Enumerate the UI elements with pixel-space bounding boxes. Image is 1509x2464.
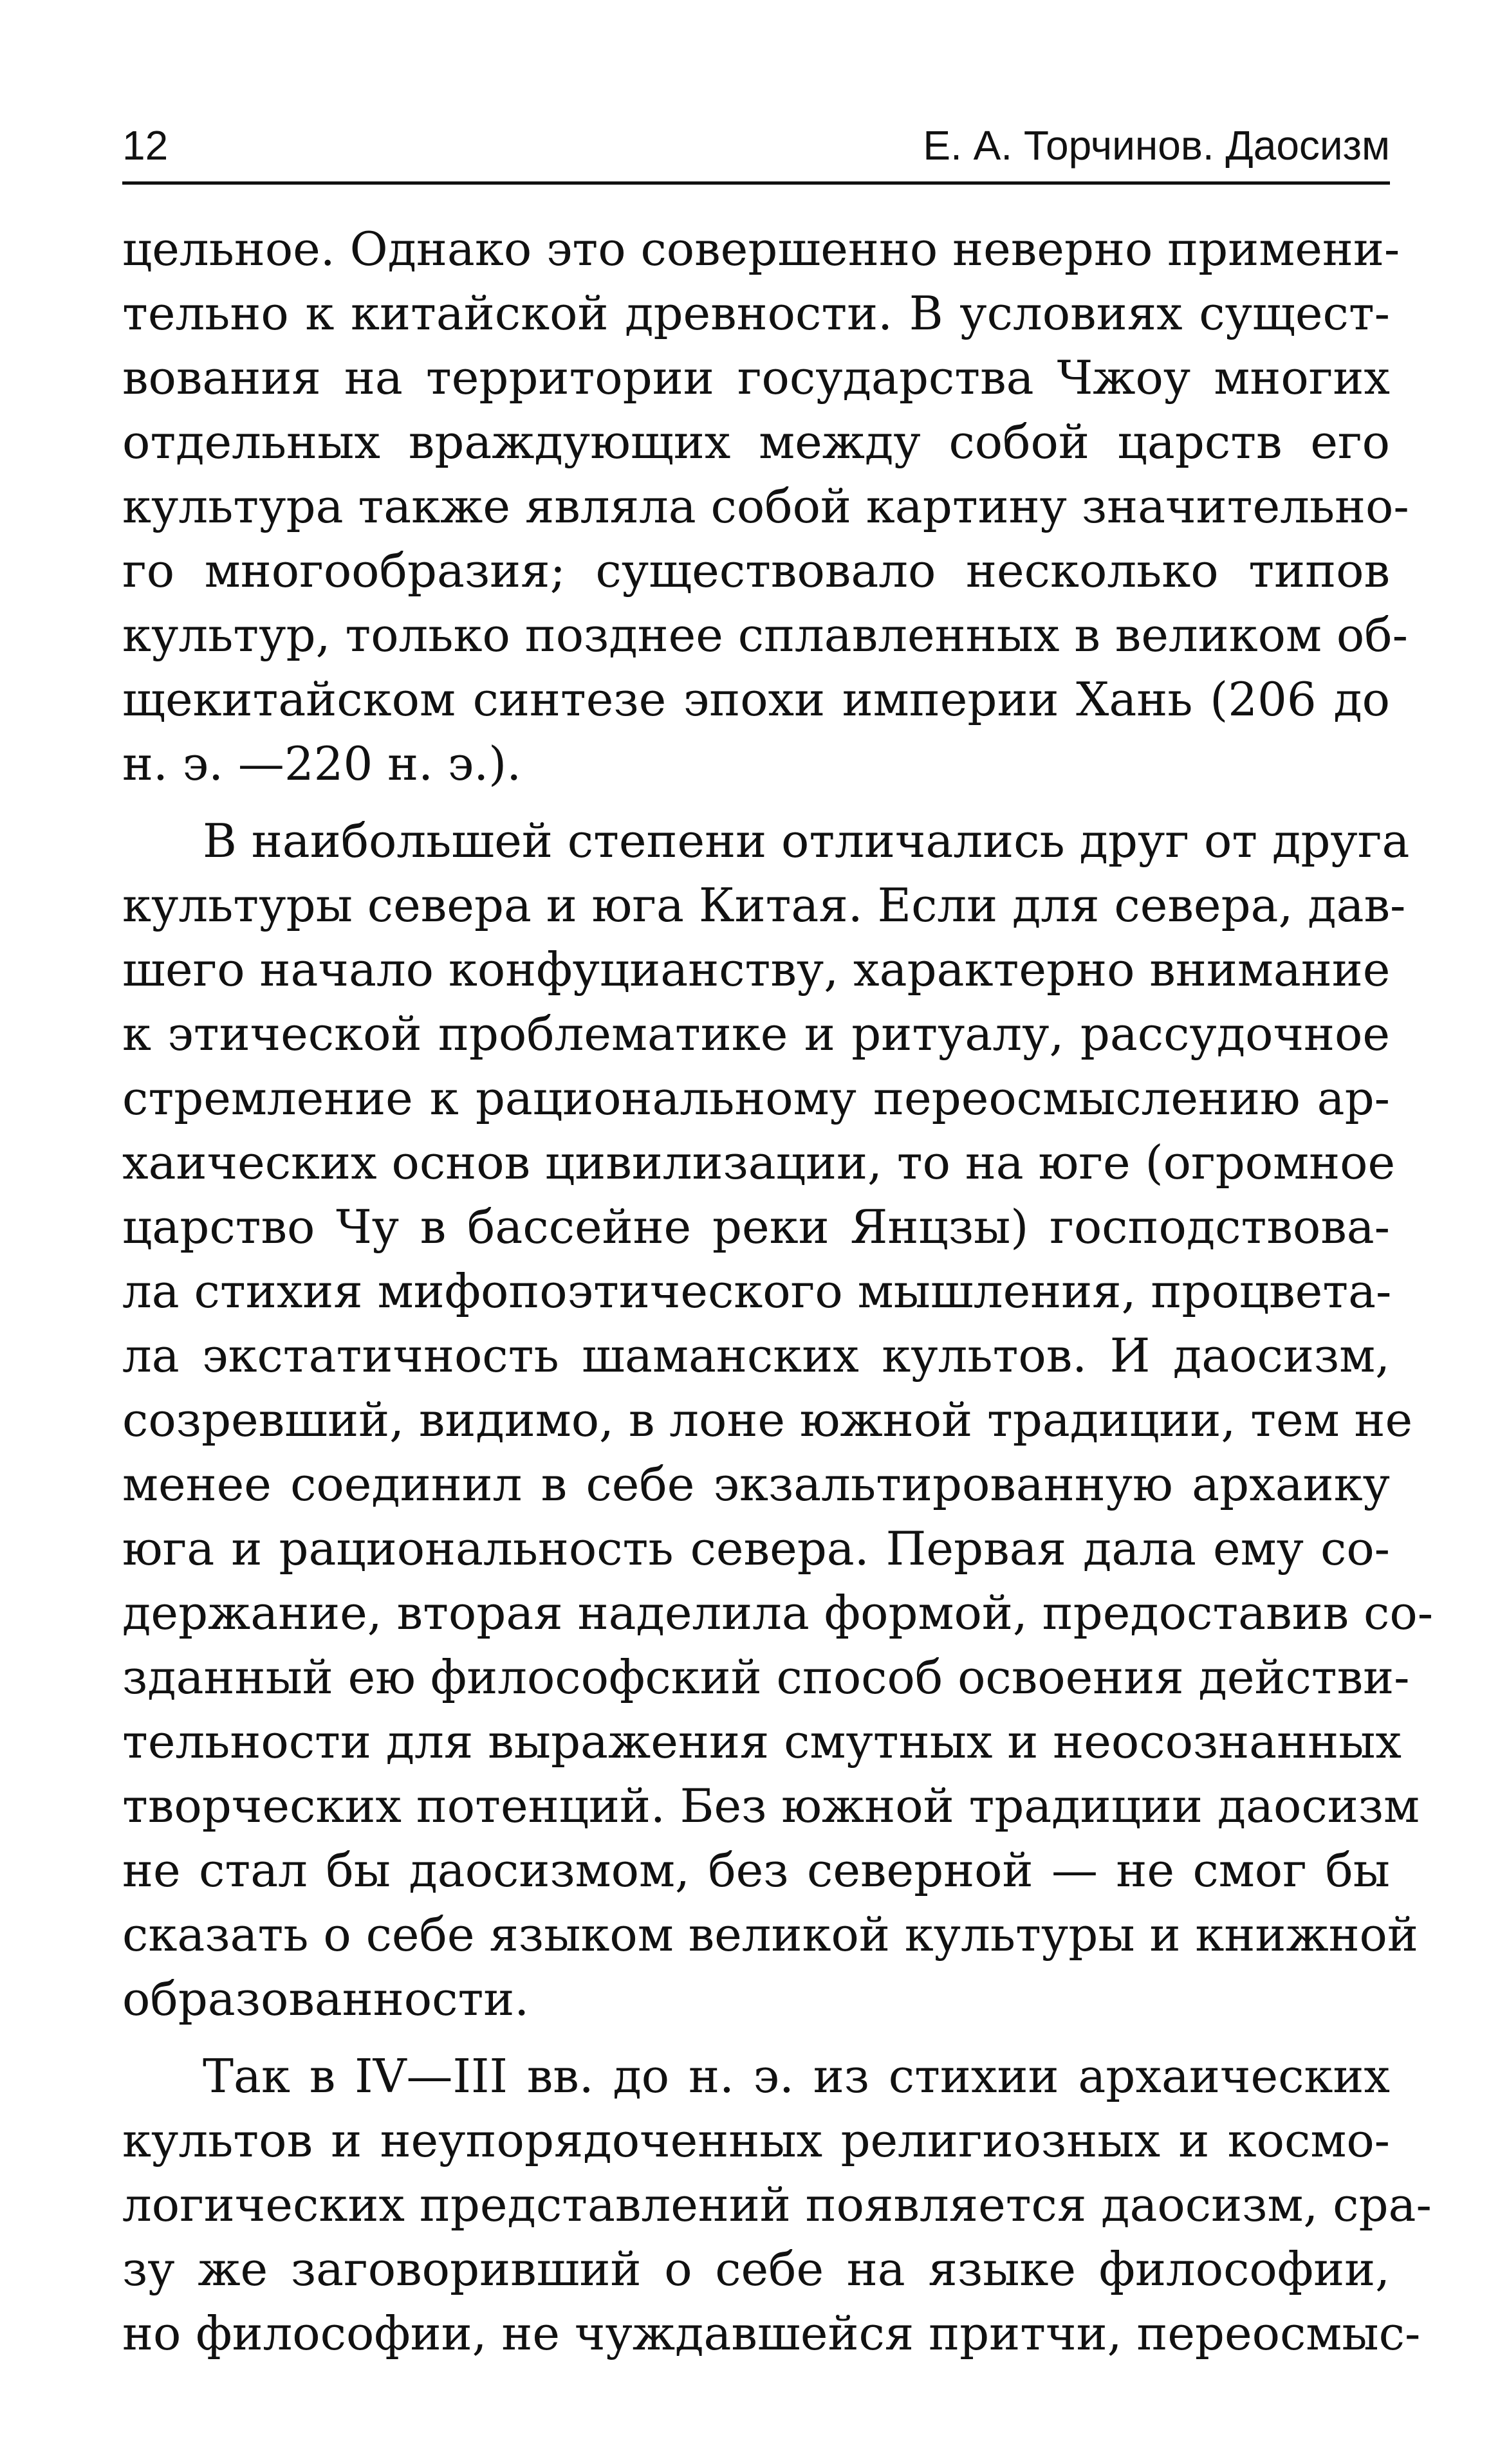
- text-line: тельно к китайской древности. В условиях сущест-: [122, 286, 1390, 340]
- text-line: образованности.: [122, 1972, 530, 2026]
- page-number: 12: [122, 122, 169, 169]
- text-line: не стал бы даосизмом, без северной — не смог бы: [122, 1843, 1390, 1897]
- text-line: логических представлений появляется даосизм, сра-: [122, 2178, 1432, 2232]
- body-text: [122, 217, 1434, 2366]
- paragraph: [122, 217, 1409, 796]
- text-line: сказать о себе языком великой культуры и книжной: [122, 1908, 1418, 1962]
- text-line: стремление к рациональному переосмыслению ар-: [122, 1071, 1390, 1125]
- text-line: держание, вторая наделила формой, предоставив со-: [122, 1586, 1434, 1640]
- text-line: культур, только позднее сплавленных в великом об-: [122, 608, 1408, 662]
- text-line: менее соединил в себе экзальтированную архаику: [122, 1457, 1390, 1511]
- text-line: шего начало конфуцианству, характерно внимание: [122, 942, 1391, 997]
- running-title: Е. А. Торчинов. Даосизм: [923, 122, 1390, 169]
- text-line: юга и рациональность севера. Первая дала ему со-: [122, 1522, 1390, 1576]
- text-line: щекитайском синтезе эпохи империи Хань (206 до: [122, 672, 1390, 726]
- text-line: го многообразия; существовало несколько типов: [122, 544, 1390, 598]
- text-line: ла экстатичность шаманских культов. И даосизм,: [122, 1329, 1390, 1383]
- paragraph: [122, 809, 1434, 2031]
- text-line: В наибольшей степени отличались друг от друга: [203, 814, 1410, 868]
- text-line: тельности для выражения смутных и неосознанных: [122, 1715, 1402, 1769]
- text-line: отдельных враждующих между собой царств его: [122, 415, 1390, 469]
- running-head: [122, 109, 1390, 185]
- paragraph-gap: [122, 2031, 1390, 2044]
- text-line: вования на территории государства Чжоу многих: [122, 351, 1390, 405]
- text-line: культуры севера и юга Китая. Если для севера, дав-: [122, 878, 1406, 932]
- text-line: культов и неупорядоченных религиозных и космо-: [122, 2113, 1390, 2167]
- text-line: творческих потенций. Без южной традиции даосизм: [122, 1779, 1420, 1833]
- text-line: н. э. —220 н. э.).: [122, 737, 522, 791]
- text-line: цельное. Однако это совершенно неверно примени-: [122, 222, 1400, 276]
- text-line: созревший, видимо, в лоне южной традиции, тем не: [122, 1393, 1413, 1447]
- paragraph: [122, 2044, 1432, 2366]
- text-line: ла стихия мифопоэтического мышления, процвета-: [122, 1264, 1392, 1318]
- text-line: к этической проблематике и ритуалу, рассудочное: [122, 1007, 1390, 1061]
- text-line: зданный ею философский способ освоения действи-: [122, 1650, 1410, 1704]
- text-line: царство Чу в бассейне реки Янцзы) господствова-: [122, 1200, 1390, 1254]
- paragraph-gap: [122, 796, 1390, 809]
- book-page: [122, 109, 1434, 2425]
- text-line: Так в IV—III вв. до н. э. из стихии архаических: [203, 2049, 1390, 2103]
- text-line: культура также являла собой картину значительно-: [122, 479, 1409, 533]
- text-line: но философии, не чуждавшейся притчи, переосмыс-: [122, 2306, 1421, 2360]
- text-line: хаических основ цивилизации, то на юге (огромное: [122, 1135, 1396, 1190]
- text-line: зу же заговоривший о себе на языке философии,: [122, 2242, 1390, 2296]
